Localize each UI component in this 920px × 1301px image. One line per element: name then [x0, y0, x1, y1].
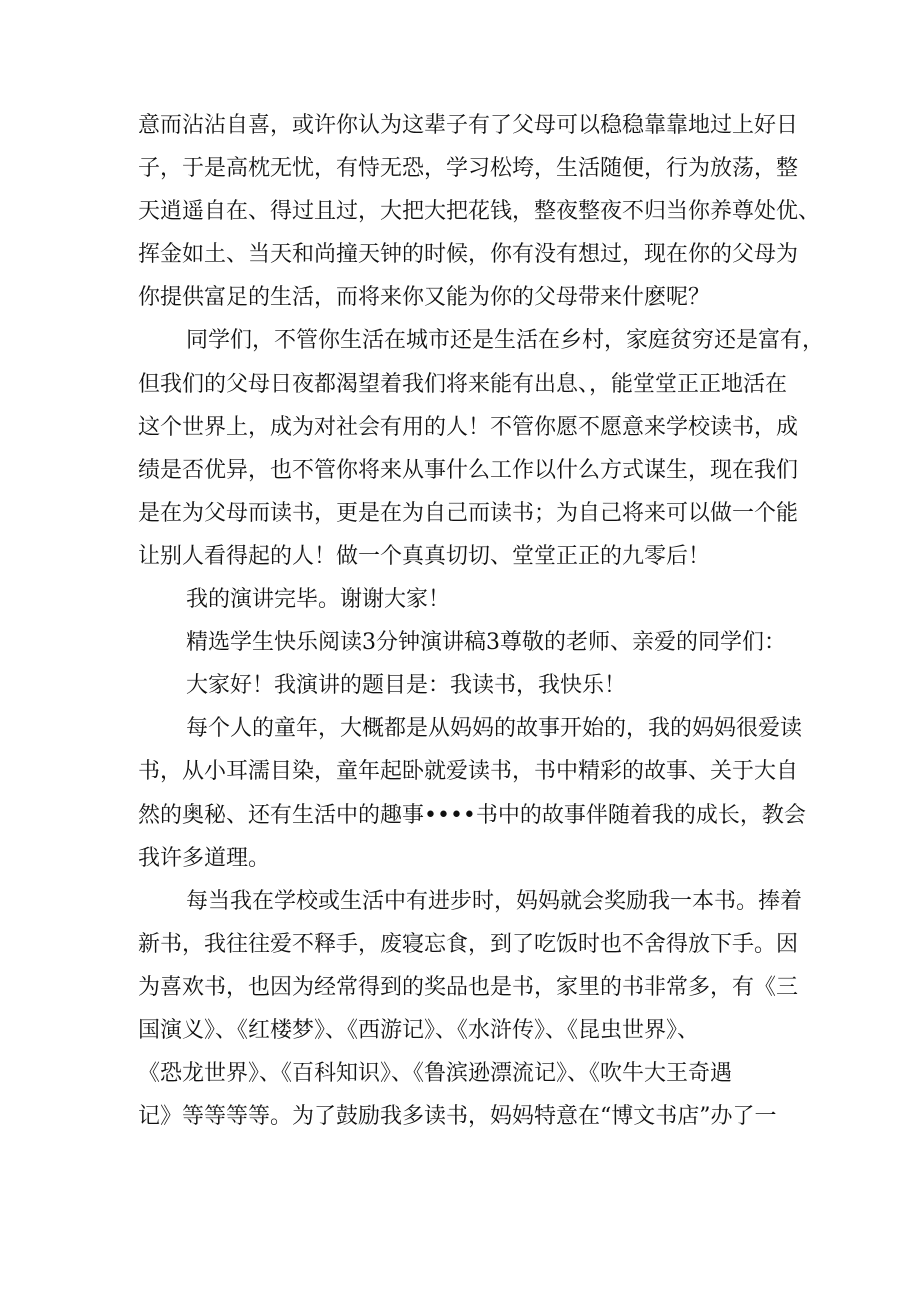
text-line: 让别人看得起的人！做一个真真切切、堂堂正正的九零后！: [138, 543, 711, 569]
paragraph: [138, 319, 825, 578]
text-line: 同学们，不管你生活在城市还是生活在乡村，家庭贫穷还是富有，: [186, 328, 825, 354]
text-line: 挥金如土、当天和尚撞天钟的时候，你有没有想过，现在你的父母为: [138, 242, 799, 268]
text-line: 国演义》、《红楼梦》、《西游记》、《水浒传》、《昆虫世界》、: [138, 1017, 700, 1043]
text-line: 但我们的父母日夜都渴望着我们将来能有出息、，能堂堂正正地活在: [138, 371, 788, 397]
text-line: 然的奥秘、还有生活中的趣事••••书中的故事伴随着我的成长，教会: [138, 802, 806, 828]
paragraph: [138, 880, 820, 1139]
document-body: [138, 104, 825, 1138]
text-line: 绩是否优异，也不管你将来从事什么工作以什么方式谋生，现在我们: [138, 457, 799, 483]
text-line: 大家好！我演讲的题目是：我读书，我快乐！: [186, 673, 627, 699]
text-line: 书，从小耳濡目染，童年起卧就爱读书，书中精彩的故事、关于大自: [138, 759, 799, 785]
text-line: 每个人的童年，大概都是从妈妈的故事开始的，我的妈妈很爱读: [186, 716, 803, 742]
text-line: 精选学生快乐阅读3分钟演讲稿3尊敬的老师、亲爱的同学们：: [186, 630, 786, 656]
text-line: 为喜欢书，也因为经常得到的奖品也是书，家里的书非常多，有《三: [138, 974, 799, 1000]
text-line: 这个世界上，成为对社会有用的人！不管你愿不愿意来学校读书，成: [138, 414, 799, 440]
paragraph: [138, 664, 820, 707]
paragraph: [138, 621, 820, 664]
text-line: 是在为父母而读书，更是在为自己而读书；为自己将来可以做一个能: [138, 500, 799, 526]
text-line: 记》等等等等。为了鼓励我多读书，妈妈特意在“博文书店”办了一: [138, 1104, 777, 1130]
text-line: 意而沾沾自喜，或许你认为这辈子有了父母可以稳稳靠靠地过上好日: [138, 113, 799, 138]
paragraph: [138, 707, 820, 879]
paragraph: [138, 578, 820, 621]
text-line: 你提供富足的生活，而将来你又能为你的父母带来什麽呢？: [138, 285, 711, 311]
text-line: 《恐龙世界》、《百科知识》、《鲁滨逊漂流记》、《吹牛大王奇遇: [138, 1061, 733, 1087]
text-line: 新书，我往往爱不释手，废寝忘食，到了吃饭时也不舍得放下手。因: [138, 931, 799, 957]
text-line: 天逍遥自在、得过且过，大把大把花钱，整夜整夜不归当你养尊处优、: [138, 199, 821, 225]
text-line: 我许多道理。: [138, 845, 271, 871]
text-line: 子，于是高枕无忧，有恃无恐，学习松垮，生活随便，行为放荡，整: [138, 156, 799, 182]
text-line: 我的演讲完毕。谢谢大家！: [186, 587, 451, 613]
paragraph: [138, 104, 820, 319]
text-line: 每当我在学校或生活中有进步时，妈妈就会奖励我一本书。捧着: [186, 888, 803, 914]
